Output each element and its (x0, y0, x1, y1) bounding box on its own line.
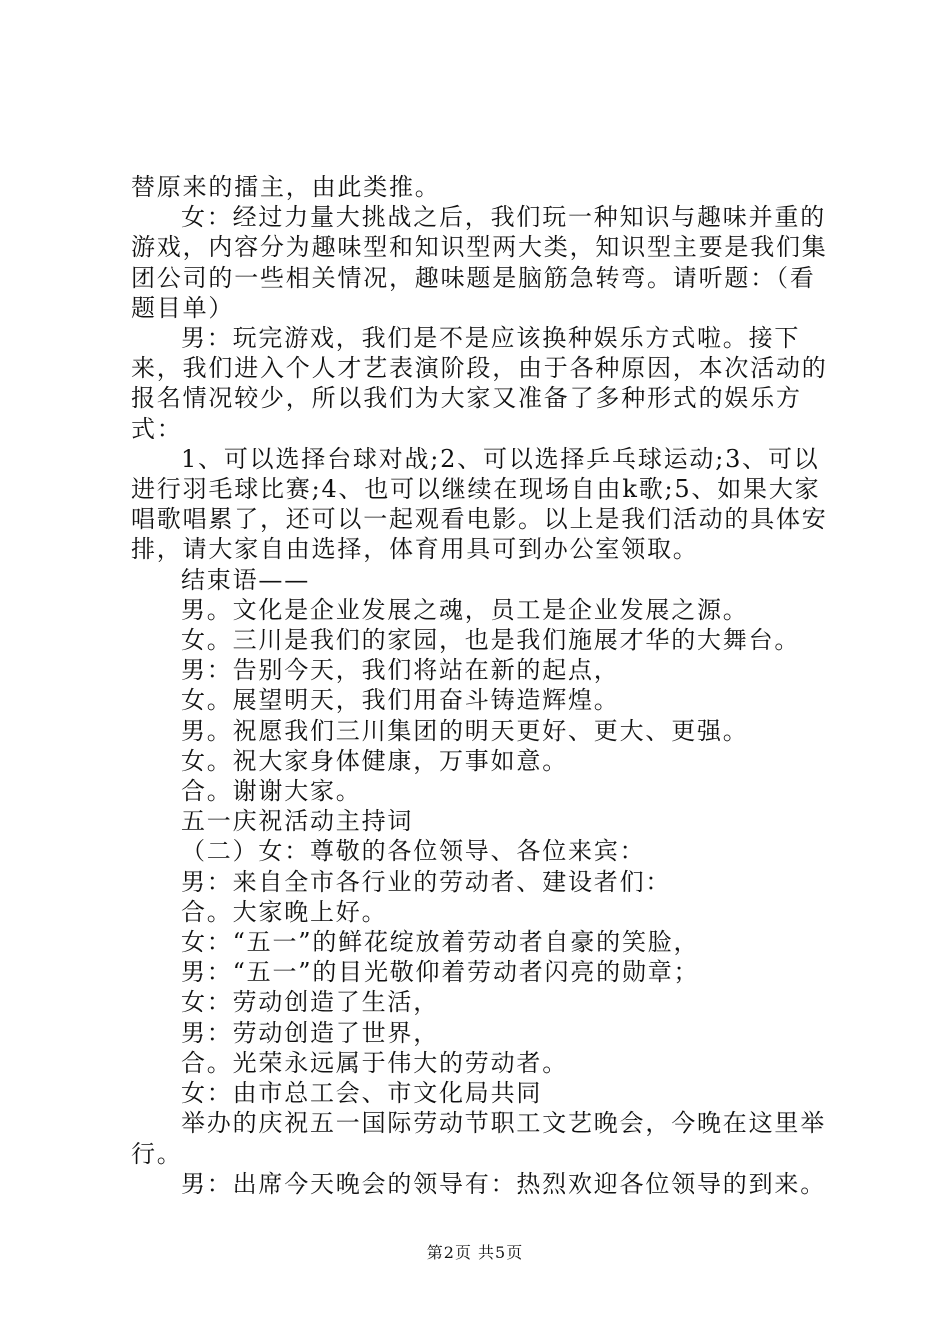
paragraph: 1、可以选择台球对战;2、可以选择乒乓球运动;3、可以进行羽毛球比赛;4、也可以继续在现场自由k歌;5、如果大家唱歌唱累了，还可以一起观看电影。以上是我们活动的具体安排，请大家自由选择，体育用具可到办公室领取。 (131, 444, 828, 564)
paragraph: 女。展望明天，我们用奋斗铸造辉煌。 (181, 686, 620, 715)
paragraph: （二）女：尊敬的各位领导、各位来宾： (181, 837, 646, 866)
paragraph: 男：“五一”的目光敬仰着劳动者闪亮的勋章； (181, 958, 700, 987)
paragraph: 女。祝大家身体健康，万事如意。 (181, 746, 568, 775)
paragraph: 男：出席今天晚会的领导有：热烈欢迎各位领导的到来。 (181, 1169, 826, 1198)
page-footer (0, 1243, 950, 1263)
paragraph: 女：“五一”的鲜花绽放着劳动者自豪的笑脸， (181, 928, 700, 957)
paragraph: 男：劳动创造了世界， (181, 1018, 439, 1047)
paragraph: 合。光荣永远属于伟大的劳动者。 (181, 1048, 568, 1077)
paragraph: 男。祝愿我们三川集团的明天更好、更大、更强。 (181, 716, 749, 745)
paragraph: 女。三川是我们的家园，也是我们施展才华的大舞台。 (181, 626, 801, 655)
paragraph: 合。谢谢大家。 (181, 777, 362, 806)
paragraph: 女：由市总工会、市文化局共同 (181, 1079, 543, 1108)
page-number-label: 第2页 共5页 (426, 1243, 524, 1262)
paragraph: 举办的庆祝五一国际劳动节职工文艺晚会，今晚在这里举行。 (131, 1109, 826, 1168)
paragraph: 男：告别今天，我们将站在新的起点， (181, 656, 620, 685)
paragraph: 男。文化是企业发展之魂，员工是企业发展之源。 (181, 595, 749, 624)
paragraph: 男：来自全市各行业的劳动者、建设者们： (181, 867, 672, 896)
paragraph: 替原来的擂主，由此类推。 (131, 173, 441, 201)
paragraph: 女：经过力量大挑战之后，我们玩一种知识与趣味并重的游戏，内容分为趣味型和知识型两大类，知识型主要是我们集团公司的一些相关情况，趣味题是脑筋急转弯。请听题：（看题目单） (131, 203, 828, 322)
section-title: 五一庆祝活动主持词 (181, 807, 414, 836)
document-body (131, 172, 831, 1199)
paragraph: 女：劳动创造了生活， (181, 988, 439, 1017)
paragraph: 男：玩完游戏，我们是不是应该换种娱乐方式啦。接下来，我们进入个人才艺表演阶段，由于各种原因，本次活动的报名情况较少，所以我们为大家又准备了多种形式的娱乐方式： (131, 324, 828, 443)
paragraph: 合。大家晚上好。 (181, 897, 388, 926)
paragraph: 结束语—— (181, 565, 310, 594)
